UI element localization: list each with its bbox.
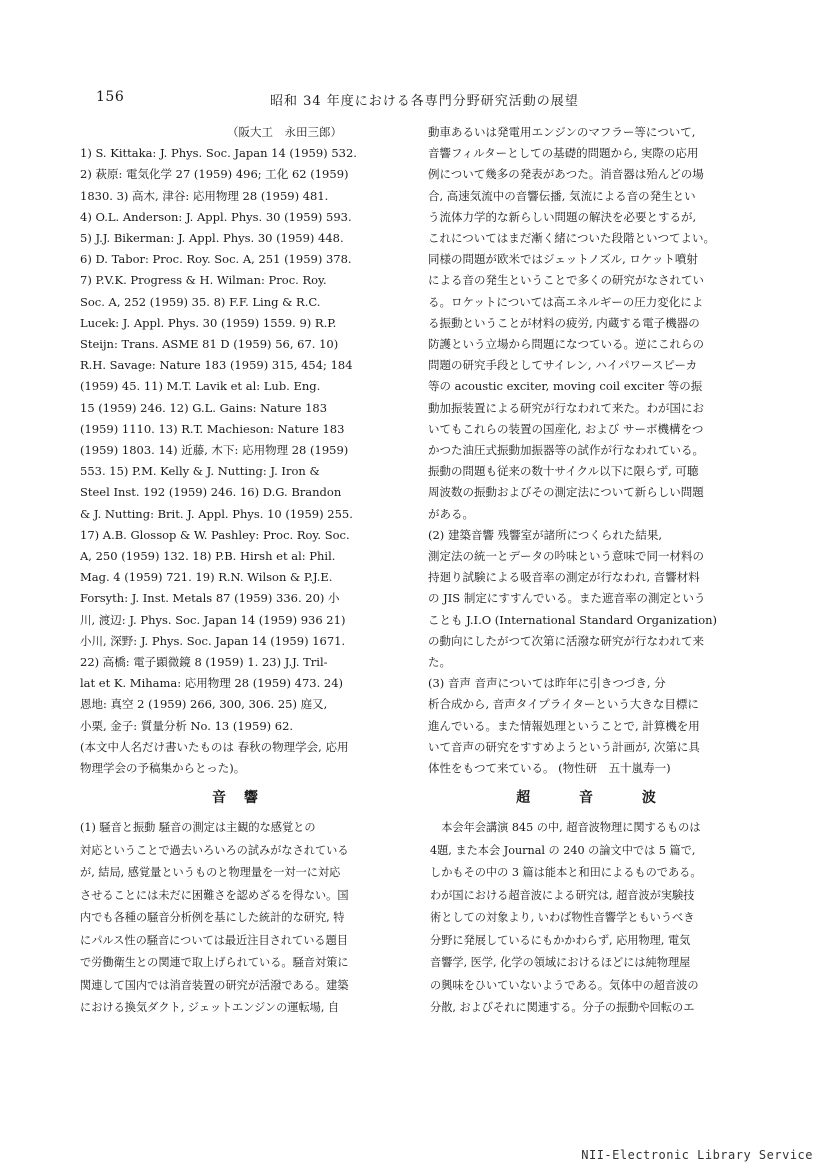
footer-source: NII-Electronic Library Service <box>581 1148 813 1162</box>
text-line: 動加振装置による研究が行なわれて来た。わが国にお <box>428 400 704 415</box>
text-line: ことも J.I.O (International Standard Organization) <box>428 612 718 627</box>
text-line: (2) 建築音響 残響室が諸所につくられた結果, <box>428 527 663 542</box>
title-char: 波 <box>641 790 658 806</box>
reference-line: 恩地: 真空 2 (1959) 266, 300, 306. 25) 庭又, <box>80 697 328 712</box>
text-line: た。 <box>428 655 451 670</box>
reference-line: 5) J.J. Bikerman: J. Appl. Phys. 30 (1959) 448. <box>80 231 344 246</box>
title-char: 音 <box>579 790 595 806</box>
text-line: における換気ダクト, ジェットエンジンの運転場, 自 <box>80 1001 340 1014</box>
reference-line: 553. 15) P.M. Kelly & J. Nutting: J. Iron & <box>80 464 320 479</box>
reference-line: (本文中人名だけ書いたものは 春秋の物理学会, 応用 <box>80 739 349 754</box>
reference-line: 15 (1959) 246. 12) G.L. Gains: Nature 183 <box>80 400 328 415</box>
text-line: いて音声の研究をすすめようという計画が, 次第に具 <box>428 739 700 754</box>
ultrasonics-text <box>430 817 748 1020</box>
text-line: の興味をひいていないようである。気体中の超音波の <box>430 978 699 992</box>
text-line: 合, 高速気流中の音響伝播, 気流による音の発生とい <box>428 188 696 203</box>
page-number: 156 <box>96 89 125 105</box>
text-line: (1) 騒音と振動 騒音の測定は主観的な感覚との <box>80 821 316 834</box>
reference-line: Soc. A, 252 (1959) 35. 8) F.F. Ling & R.C. <box>80 294 321 309</box>
text-line: 分散, およびそれに関連する。分子の振動や回転のエ <box>430 1001 695 1014</box>
text-line: が, 結局, 感覚量というものと物理量を一対一に対応 <box>80 866 341 879</box>
text-line: 例について幾多の発表があつた。消音器は殆んどの場 <box>428 167 704 182</box>
reference-line: Steel Inst. 192 (1959) 246. 16) D.G. Brandon <box>80 485 342 500</box>
text-line: の JIS 制定にすすんでいる。また遮音率の測定という <box>428 591 706 606</box>
text-line: 音響学, 医学, 化学の領域におけるほどには純物理屋 <box>430 956 691 969</box>
text-line: 防護という立場から問題になつている。逆にこれらの <box>428 337 704 352</box>
reference-line: (1959) 45. 11) M.T. Lavik et al: Lub. Eng. <box>80 379 321 394</box>
reference-line: 22) 高橋: 電子顕微鏡 8 (1959) 1. 23) J.J. Tril- <box>80 655 328 670</box>
reference-line: 6) D. Tabor: Proc. Roy. Soc. A, 251 (1959) 378. <box>80 252 352 267</box>
text-line: 音響フィルターとしての基礎的問題から, 実際の応用 <box>428 146 699 161</box>
text-line: 分野に発展しているにもかかわらず, 応用物理, 電気 <box>430 933 691 947</box>
text-line: る。ロケットについては高エネルギーの圧力変化によ <box>428 294 704 309</box>
text-line: これについてはまだ漸く緒についた段階といつてよい。 <box>428 231 716 246</box>
text-line: わが国における超音波による研究は, 超音波が実験技 <box>430 888 695 902</box>
text-line: 振動の問題も従来の数十サイクル以下に限らず, 可聴 <box>428 464 699 479</box>
reference-line: Forsyth: J. Inst. Metals 87 (1959) 336. 20) 小 <box>80 591 340 606</box>
text-line: 同様の問題が欧米ではジェットノズル, ロケット噴射 <box>428 252 698 267</box>
reference-line: (1959) 1110. 13) R.T. Machieson: Nature 183 <box>80 421 345 436</box>
text-line: 動車あるいは発電用エンジンのマフラー等について, <box>428 125 696 139</box>
text-line: による音の発生ということで多くの研究がなされてい <box>428 273 704 288</box>
text-line: しかもその中の 3 篇は能本と和田によるものである。 <box>430 866 702 879</box>
ultrasonics-body <box>430 817 748 1020</box>
reference-line: & J. Nutting: Brit. J. Appl. Phys. 10 (1959) 255. <box>80 506 353 521</box>
text-line: 本会年会講演 845 の中, 超音波物理に関するものは <box>430 821 701 834</box>
text-line: かつた油圧式振動加振器等の試作が行なわれている。 <box>428 443 704 458</box>
section-title-ultrasonics <box>428 787 746 807</box>
text-line: 析合成から, 音声タイプライターという大きな目標に <box>428 697 699 712</box>
reference-line: 4) O.L. Anderson: J. Appl. Phys. 30 (1959) 593. <box>80 209 352 224</box>
text-line: 関連して国内では消音装置の研究が活潑である。建築 <box>80 978 349 992</box>
author-credit: （阪大工 永田三郎） <box>227 125 342 139</box>
reference-line: 小栗, 金子: 質量分析 No. 13 (1959) 62. <box>80 718 294 733</box>
reference-line: 7) P.V.K. Progress & H. Wilman: Proc. Roy. <box>80 273 327 288</box>
title-char: 超 <box>516 790 533 806</box>
reference-list <box>80 143 392 779</box>
text-line: いてもこれらの装置の国産化, および サーボ機構をつ <box>428 421 704 436</box>
text-line: 術としての対象より, いわば物性音響学ともいうべき <box>430 911 695 924</box>
text-line: がある。 <box>428 506 474 521</box>
reference-line: 1830. 3) 高木, 津谷: 応用物理 28 (1959) 481. <box>80 188 329 203</box>
references-column <box>80 122 392 779</box>
reference-line: R.H. Savage: Nature 183 (1959) 315, 454; 184 <box>80 358 353 373</box>
text-line: させることには未だに困難さを認めざるを得ない。国 <box>80 888 349 902</box>
text-line: う流体力学的な新らしい問題の解決を必要とするが, <box>428 209 697 224</box>
text-line: で労働衛生との関連で取上げられている。騒音対策に <box>80 956 349 969</box>
reference-line: Lucek: J. Appl. Phys. 30 (1959) 1559. 9) R.P. <box>80 315 337 330</box>
text-line: 周波数の振動およびその測定法について新らしい問題 <box>428 485 704 500</box>
reference-line: Mag. 4 (1959) 721. 19) R.N. Wilson & P.J.E. <box>80 570 333 585</box>
continued-text <box>428 122 746 779</box>
text-line: にパルス性の騒音については最近注目されている題目 <box>80 933 348 947</box>
text-line: 対応ということで過去いろいろの試みがなされている <box>80 843 349 857</box>
section-title-acoustics: 音 響 <box>212 790 260 806</box>
text-line: 内でも各種の騒音分析例を基にした統計的な研究, 特 <box>80 911 345 924</box>
reference-line: Steijn: Trans. ASME 81 D (1959) 56, 67. 10) <box>80 337 339 352</box>
text-line: る振動ということが材料の疲労, 内蔵する電子機器の <box>428 315 700 330</box>
acoustics-body <box>80 817 395 1020</box>
reference-line: 川, 渡辺: J. Phys. Soc. Japan 14 (1959) 936 21) <box>80 612 346 627</box>
reference-line: 物理学会の予稿集からとった)。 <box>80 761 246 776</box>
text-line: 持廻り試験による吸音率の測定が行なわれ, 音響材料 <box>428 570 700 585</box>
acoustics-text <box>80 817 395 1020</box>
reference-line: 17) A.B. Glossop & W. Pashley: Proc. Roy. Soc. <box>80 527 350 542</box>
reference-line: 小川, 深野: J. Phys. Soc. Japan 14 (1959) 1671. <box>80 633 346 648</box>
text-line: 測定法の統一とデータの吟味という意味で同一材料の <box>428 549 704 564</box>
continued-text-column <box>428 122 746 779</box>
reference-line: A, 250 (1959) 132. 18) P.B. Hirsh et al: Phil. <box>80 549 336 564</box>
text-line: (3) 音声 音声については昨年に引きつづき, 分 <box>428 676 666 691</box>
text-line: 等の acoustic exciter, moving coil exciter 等の振 <box>428 379 703 394</box>
text-line: 進んでいる。また情報処理ということで, 計算機を用 <box>428 718 700 733</box>
reference-line: 2) 萩原: 電気化学 27 (1959) 496; 工化 62 (1959) <box>80 167 349 182</box>
reference-line: 1) S. Kittaka: J. Phys. Soc. Japan 14 (1959) 532. <box>80 146 357 161</box>
running-title: 昭和 34 年度における各専門分野研究活動の展望 <box>270 94 579 109</box>
text-line: の動向にしたがつて次第に活潑な研究が行なわれて来 <box>428 633 704 648</box>
text-line: 4題, また本会 Journal の 240 の論文中では 5 篇で, <box>430 843 696 857</box>
reference-line: (1959) 1803. 14) 近藤, 木下: 応用物理 28 (1959) <box>80 443 349 458</box>
text-line: 問題の研究手段としてサイレン, ハイパワースピーカ <box>428 358 698 373</box>
text-line: 体性をもつて来ている。 (物性研 五十嵐寿一) <box>428 761 671 776</box>
reference-line: lat et K. Mihama: 応用物理 28 (1959) 473. 24) <box>80 676 344 691</box>
